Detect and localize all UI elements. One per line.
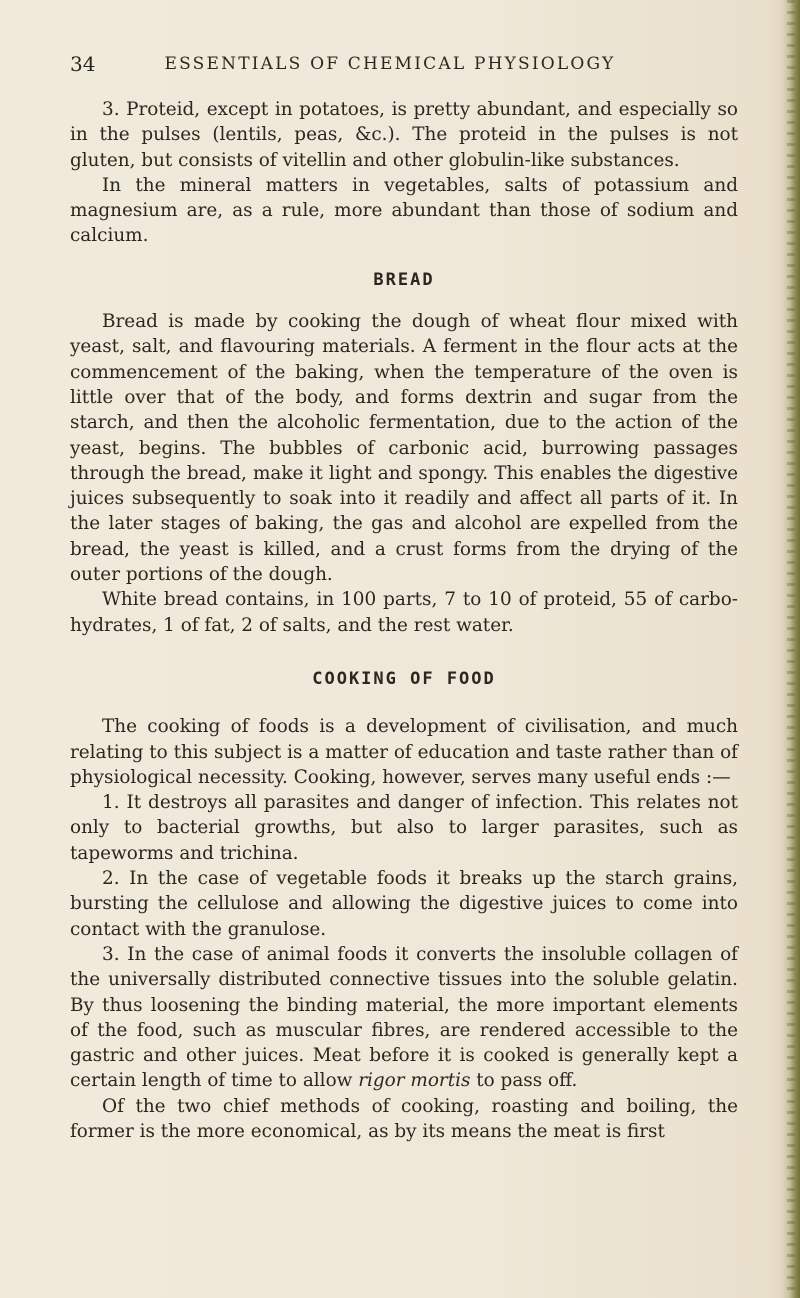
- list-item-animal-foods: [70, 942, 738, 1094]
- list-item-animal-foods-text: 3. In the case of animal foods it converts the insoluble collagen of the universally distributed connective tissues into the soluble gelatin. By thus loosening the binding material, the more important elements of the food, such as muscular fibres, are rendered accessible to the gastric and other juices. Meat before it is cooked is generally kept a certain length of time to allow: [70, 943, 738, 1092]
- paragraph-bread-composition: White bread contains, in 100 parts, 7 to 10 of proteid, 55 of carbo-hydrates, 1 of fat, 2 of salts, and the rest water.: [70, 589, 738, 636]
- paragraph-bread-making: Bread is made by cooking the dough of wheat flour mixed with yeast, salt, and flavouring materials. A ferment in the flour acts at the commencement of the baking, when the temperature of the oven is little over that of the body, and forms dextrin and sugar from the starch, and then the alcoholic fermentation, due to the action of the yeast, begins. The bubbles of carbonic acid, burrowing passages through the bread, make it light and spongy. This enables the digestive juices subsequently to soak into it readily and affect all parts of it. In the later stages of baking, the gas and alcohol are expelled from the bread, the yeast is killed, and a crust forms from the drying of the outer portions of the dough.: [70, 311, 738, 586]
- running-title: ESSENTIALS OF CHEMICAL PHYSIOLOGY: [164, 54, 616, 74]
- heading-bread: BREAD: [373, 269, 435, 290]
- page-number: 34: [70, 52, 96, 76]
- paragraph-cooking-methods: Of the two chief methods of cooking, roasting and boiling, the former is the more economical, as by its means the meat is first: [70, 1095, 738, 1142]
- running-header: [70, 52, 750, 78]
- paragraph-proteid: 3. Proteid, except in potatoes, is pretty abundant, and especially so in the pulses (lentils, peas, &c.). The proteid in the pulses is not gluten, but consists of vitellin and other globulin-like substances.: [70, 99, 738, 171]
- list-item-animal-foods-tail: to pass off.: [470, 1070, 578, 1092]
- paragraph-minerals: In the mineral matters in vegetables, salts of potassium and magnesium are, as a rule, more abundant than those of sodium and calcium.: [70, 174, 738, 247]
- paragraph-cooking-intro: The cooking of foods is a development of civilisation, and much relating to this subject is a matter of education and taste rather than of physiological necessity. Cooking, however, serves many useful ends :—: [70, 716, 738, 788]
- page-body: [70, 97, 738, 1144]
- heading-cooking-of-food: COOKING OF FOOD: [312, 668, 496, 689]
- list-item-parasites: 1. It destroys all parasites and danger of infection. This relates not only to bacterial growths, but also to larger parasites, such as tapeworms and trichina.: [70, 792, 738, 864]
- italic-term-rigor-mortis: rigor mortis: [358, 1070, 471, 1092]
- page-edge-texture: [787, 0, 795, 1298]
- list-item-vegetable-foods: 2. In the case of vegetable foods it breaks up the starch grains, bursting the cellulose and allowing the digestive juices to come into contact with the granulose.: [70, 868, 738, 940]
